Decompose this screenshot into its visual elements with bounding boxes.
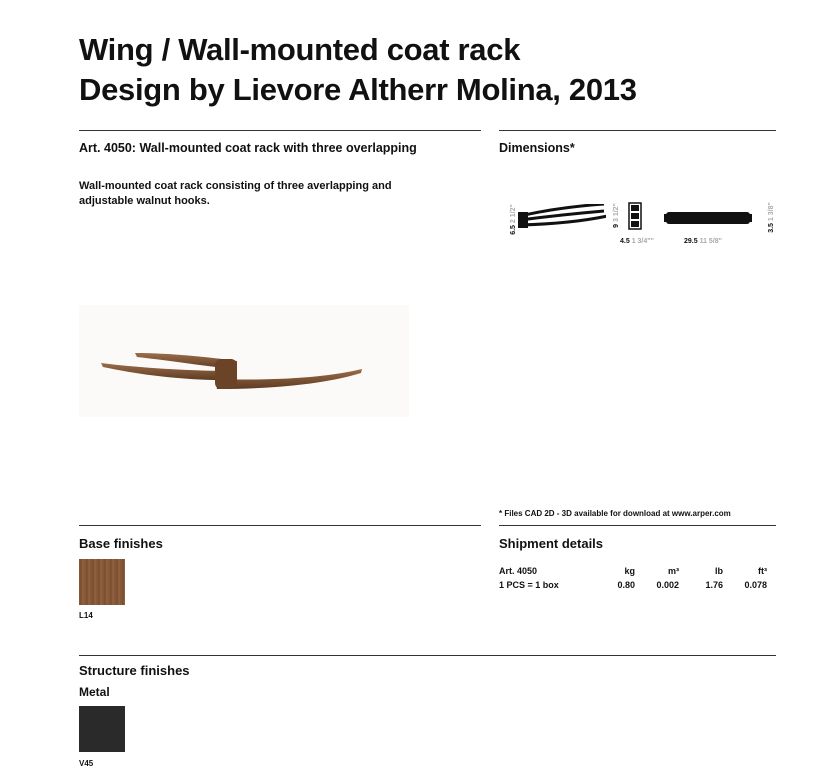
dimension-length-in: 11 5/8"	[699, 238, 722, 245]
dimension-side-cm: 9	[612, 223, 620, 228]
structure-finishes-heading: Structure finishes	[79, 663, 190, 678]
cad-download-note: * Files CAD 2D - 3D available for download at www.arper.com	[499, 509, 731, 518]
dimension-thickness-label	[768, 202, 775, 233]
dimension-length-cm: 29.5	[684, 238, 698, 245]
top-view-drawing	[664, 210, 752, 226]
shipment-col-article: Art. 4050	[499, 566, 538, 576]
divider	[499, 525, 776, 526]
page-title-line1: Wing / Wall-mounted coat rack	[79, 32, 521, 67]
dimension-height-cm: 6.5	[509, 225, 517, 235]
dimension-thickness-cm: 3.5	[767, 223, 775, 233]
coat-rack-illustration	[79, 305, 409, 417]
divider	[79, 130, 481, 131]
dimension-side-label	[613, 203, 620, 228]
finish-code-l14: L14	[79, 611, 93, 620]
table-row	[499, 564, 767, 578]
dimension-height-label	[510, 204, 517, 235]
dimension-side-in: 3 1/2"	[612, 203, 620, 223]
dimension-length-label	[684, 238, 722, 245]
divider	[79, 525, 481, 526]
table-row	[499, 578, 767, 592]
shipment-col-m3: m³	[668, 566, 679, 576]
dimension-depth-label	[620, 238, 654, 245]
product-image	[79, 305, 409, 417]
shipment-cell: 1.76	[705, 580, 723, 590]
shipment-col-kg: kg	[624, 566, 635, 576]
shipment-cell: 0.80	[617, 580, 635, 590]
finish-swatch-v45	[79, 706, 125, 752]
dimension-depth-cm: 4.5	[620, 238, 630, 245]
finish-swatch-l14	[79, 559, 125, 605]
shipment-cell: 0.002	[656, 580, 679, 590]
divider	[79, 655, 776, 656]
dimension-thickness-in: 1 3/8"	[767, 202, 775, 222]
product-heading: Art. 4050: Wall-mounted coat rack with three overlapping	[79, 141, 417, 155]
dimension-depth-in: 1 3/4""	[631, 238, 654, 245]
shipment-col-lb: lb	[715, 566, 723, 576]
page-title-line2: Design by Lievore Altherr Molina, 2013	[79, 72, 637, 107]
base-finishes-heading: Base finishes	[79, 536, 163, 551]
shipment-cell: 0.078	[744, 580, 767, 590]
dimensions-heading: Dimensions*	[499, 141, 575, 155]
front-view-drawing	[628, 202, 642, 230]
product-description-line2: adjustable walnut hooks.	[79, 195, 210, 207]
product-description-line1: Wall-mounted coat rack consisting of three averlapping and	[79, 180, 392, 192]
dimension-drawings	[504, 198, 776, 250]
shipment-table	[499, 564, 767, 592]
finish-code-v45: V45	[79, 759, 94, 768]
shipment-heading: Shipment details	[499, 536, 604, 551]
dimension-height-in: 2 1/2"	[509, 204, 517, 224]
shipment-col-ft3: ft³	[758, 566, 767, 576]
structure-material-label: Metal	[79, 685, 110, 699]
divider	[499, 130, 776, 131]
side-view-drawing	[516, 204, 606, 230]
shipment-cell: 1 PCS = 1 box	[499, 580, 559, 590]
